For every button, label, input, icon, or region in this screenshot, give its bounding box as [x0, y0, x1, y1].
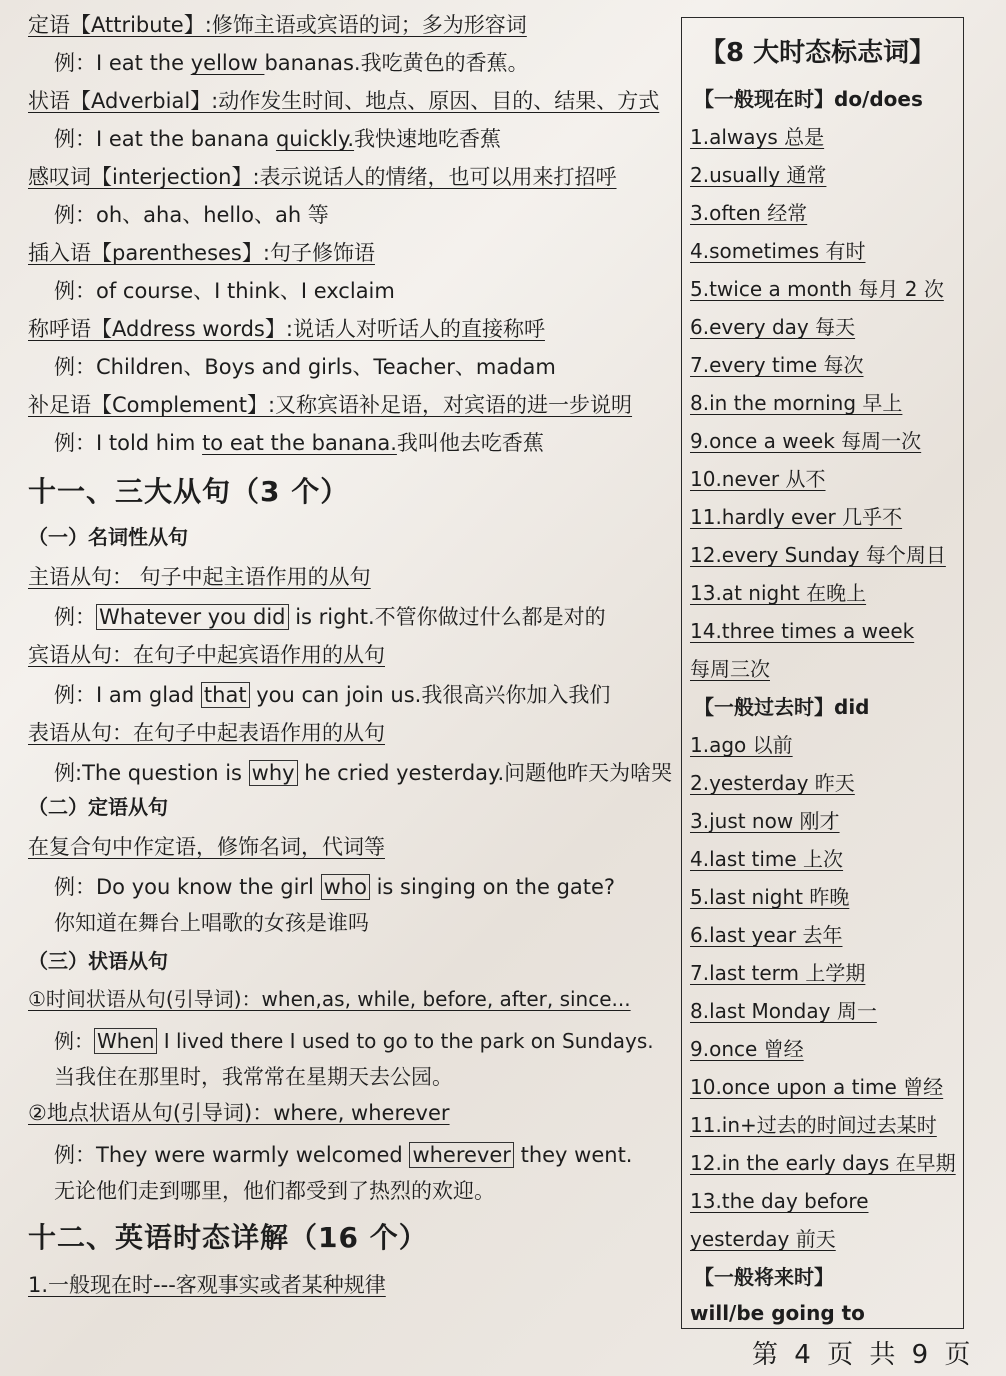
- future-tense-words: will/be going to: [690, 1301, 865, 1325]
- list-item: 12.every Sunday 每个周日: [690, 543, 946, 567]
- complement-definition: 补足语【Complement】:又称宾语补足语，对宾语的进一步说明: [28, 393, 633, 417]
- object-clause-definition: 宾语从句：在句子中起宾语作用的从句: [28, 643, 385, 667]
- complement-example: 例：I told him to eat the banana.我叫他去吃香蕉: [54, 431, 544, 455]
- present-tense-heading: 【一般现在时】do/does: [694, 87, 923, 111]
- attributive-clause-example: 例：Do you know the girl who is singing on the gate?: [54, 875, 616, 899]
- section-11-title: 十一、三大从句（3 个）: [28, 475, 350, 508]
- list-item: 13.at night 在晚上: [690, 581, 867, 605]
- list-item: 1.ago 以前: [690, 733, 793, 757]
- page-number: 第 4 页 共 9 页: [752, 1340, 975, 1370]
- list-item: 每周三次: [690, 657, 770, 681]
- time-clause-translation: 当我住在那里时，我常常在星期天去公园。: [54, 1065, 453, 1089]
- list-item: 9.once a week 每周一次: [690, 429, 922, 453]
- attributive-clause-heading: （二）定语从句: [28, 795, 168, 819]
- subject-clause-example: 例： Whatever you did is right.不管你做过什么都是对的: [54, 605, 606, 629]
- adverbial-definition: 状语【Adverbial】:动作发生时间、地点、原因、目的、结果、方式: [28, 89, 660, 113]
- list-item: yesterday 前天: [690, 1227, 836, 1251]
- list-item: 9.once 曾经: [690, 1037, 804, 1061]
- attributive-clause-translation: 你知道在舞台上唱歌的女孩是谁吗: [54, 911, 369, 935]
- list-item: 4.sometimes 有时: [690, 239, 866, 263]
- tense-markers-title: 【8 大时态标志词】: [700, 38, 936, 68]
- list-item: 2.usually 通常: [690, 163, 827, 187]
- list-item: 2.yesterday 昨天: [690, 771, 855, 795]
- attributive-clause-definition: 在复合句中作定语，修饰名词，代词等: [28, 835, 385, 859]
- list-item: 8.in the morning 早上: [690, 391, 903, 415]
- list-item: 14.three times a week: [690, 619, 915, 643]
- list-item: 12.in the early days 在早期: [690, 1151, 956, 1175]
- list-item: 8.last Monday 周一: [690, 999, 877, 1023]
- object-clause-example: 例：I am glad that you can join us.我很高兴你加入我们: [54, 683, 611, 707]
- parentheses-example: 例：of course、I think、I exclaim: [54, 279, 395, 303]
- list-item: 11.in+过去的时间过去某时: [690, 1113, 937, 1137]
- place-clause-example: 例：They were warmly welcomed wherever they went.: [54, 1143, 633, 1167]
- future-tense-heading: 【一般将来时】: [694, 1265, 834, 1289]
- list-item: 6.last year 去年: [690, 923, 843, 947]
- list-item: 13.the day before: [690, 1189, 869, 1213]
- subject-clause-definition: 主语从句： 句子中起主语作用的从句: [28, 565, 371, 589]
- attribute-definition: 定语【Attribute】:修饰主语或宾语的词；多为形容词: [28, 13, 527, 37]
- adverbial-clause-heading: （三）状语从句: [28, 949, 168, 973]
- tense-markers-box: [681, 17, 964, 1329]
- attribute-example: 例：I eat the yellow bananas.我吃黄色的香蕉。: [54, 51, 529, 75]
- list-item: 11.hardly ever 几乎不: [690, 505, 903, 529]
- time-clause-definition: ①时间状语从句(引导词)：when,as, while, before, after, since...: [28, 987, 631, 1011]
- time-clause-example: 例： When I lived there I used to go to the park on Sundays.: [54, 1029, 654, 1053]
- interjection-definition: 感叹词【interjection】:表示说话人的情绪，也可以用来打招呼: [28, 165, 617, 189]
- list-item: 7.last term 上学期: [690, 961, 866, 985]
- list-item: 4.last time 上次: [690, 847, 844, 871]
- list-item: 3.often 经常: [690, 201, 808, 225]
- list-item: 10.once upon a time 曾经: [690, 1075, 944, 1099]
- tense-1-definition: 1.一般现在时---客观事实或者某种规律: [28, 1273, 386, 1297]
- adverbial-example: 例：I eat the banana quickly.我快速地吃香蕉: [54, 127, 502, 151]
- list-item: 3.just now 刚才: [690, 809, 840, 833]
- section-12-title: 十二、英语时态详解（16 个）: [28, 1221, 428, 1254]
- past-tense-heading: 【一般过去时】did: [694, 695, 870, 719]
- list-item: 7.every time 每次: [690, 353, 864, 377]
- parentheses-definition: 插入语【parentheses】:句子修饰语: [28, 241, 375, 265]
- list-item: 1.always 总是: [690, 125, 825, 149]
- place-clause-translation: 无论他们走到哪里，他们都受到了热烈的欢迎。: [54, 1179, 495, 1203]
- address-example: 例：Children、Boys and girls、Teacher、madam: [54, 355, 556, 379]
- interjection-example: 例：oh、aha、hello、ah 等: [54, 203, 329, 227]
- list-item: 5.twice a month 每月 2 次: [690, 277, 944, 301]
- list-item: 10.never 从不: [690, 467, 826, 491]
- list-item: 5.last night 昨晚: [690, 885, 850, 909]
- list-item: 6.every day 每天: [690, 315, 856, 339]
- place-clause-definition: ②地点状语从句(引导词)：where, wherever: [28, 1101, 450, 1125]
- predicative-clause-definition: 表语从句：在句子中起表语作用的从句: [28, 721, 385, 745]
- address-definition: 称呼语【Address words】:说话人对听话人的直接称呼: [28, 317, 545, 341]
- predicative-clause-example: 例:The question is why he cried yesterday.问题他昨天为啥哭: [54, 761, 673, 785]
- noun-clause-heading: （一）名词性从句: [28, 525, 188, 549]
